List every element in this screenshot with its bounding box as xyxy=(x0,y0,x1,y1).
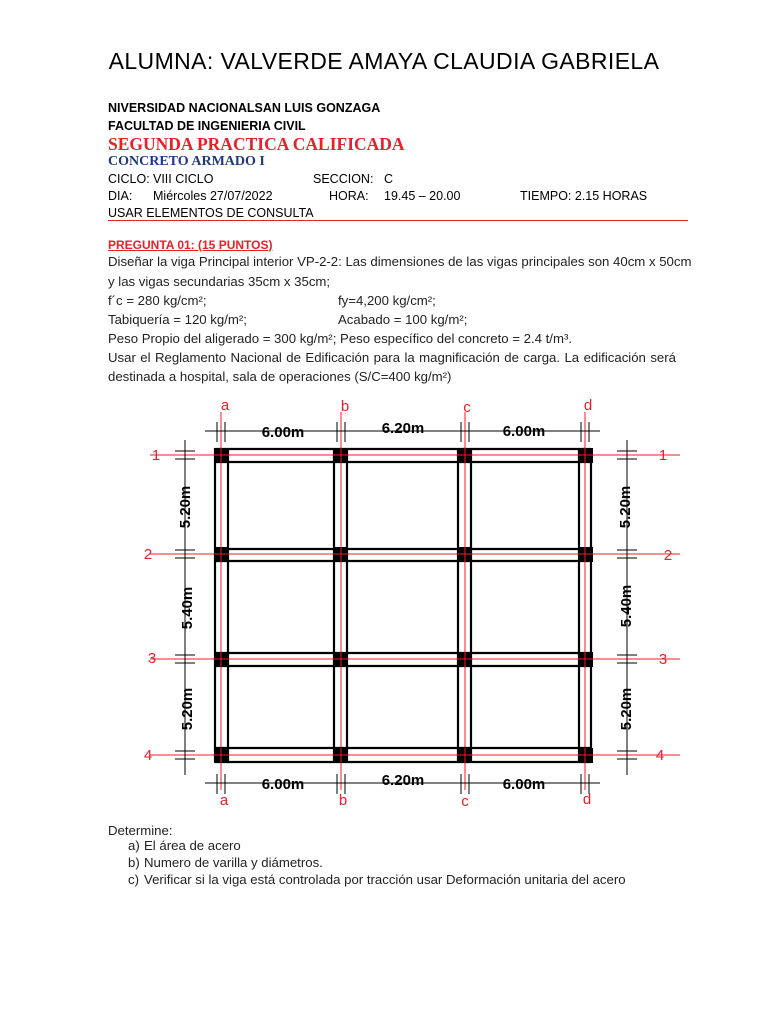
column-a1 xyxy=(214,448,229,463)
right-row-label-4: 4 xyxy=(655,747,665,764)
left-dim-span-3: 5.20m xyxy=(179,687,196,731)
list-item xyxy=(108,872,626,889)
top-axis-label-b: b xyxy=(340,398,350,415)
page-title: ALUMNA: VALVERDE AMAYA CLAUDIA GABRIELA xyxy=(108,48,660,74)
column-a3 xyxy=(214,652,229,667)
seccion-value: C xyxy=(384,172,394,186)
dia-label: DIA: xyxy=(108,189,133,203)
fc-value: f´c = 280 kg/cm²; xyxy=(108,293,207,308)
determine-list xyxy=(108,838,626,889)
right-row-label-2: 2 xyxy=(663,547,673,564)
right-dim-span-3: 5.20m xyxy=(618,687,635,731)
column-c2 xyxy=(457,547,472,562)
top-dim-span-3: 6.00m xyxy=(502,423,546,440)
rne-line-2: destinada a hospital, sala de operaciones (S/C=400 kg/m²) xyxy=(108,369,452,384)
consulta-note: USAR ELEMENTOS DE CONSULTA xyxy=(108,206,314,220)
right-row-label-3: 3 xyxy=(658,651,668,668)
top-dim-span-1: 6.00m xyxy=(261,424,305,441)
list-item xyxy=(108,855,626,872)
ciclo-value: VIII CICLO xyxy=(153,172,214,186)
left-row-label-2: 2 xyxy=(143,546,153,563)
list-marker: b) xyxy=(128,855,140,870)
column-d4 xyxy=(578,748,593,763)
column-b4 xyxy=(333,748,348,763)
exam-title: SEGUNDA PRACTICA CALIFICADA xyxy=(108,134,405,154)
bottom-dim-span-1: 6.00m xyxy=(261,776,305,793)
column-b2 xyxy=(333,547,348,562)
university-name: NIVERSIDAD NACIONALSAN LUIS GONZAGA xyxy=(108,101,381,115)
seccion-label: SECCION: xyxy=(313,172,374,186)
column-a4 xyxy=(214,748,229,763)
list-item-text: El área de acero xyxy=(144,838,241,853)
top-axis-label-a: a xyxy=(220,397,230,414)
list-marker: a) xyxy=(128,838,140,853)
question-line-2: y las vigas secundarias 35cm x 35cm; xyxy=(108,274,331,289)
bottom-dim-span-3: 6.00m xyxy=(502,776,546,793)
list-item-text: Numero de varilla y diámetros. xyxy=(144,855,323,870)
column-d1 xyxy=(578,448,593,463)
beams xyxy=(215,449,591,762)
bottom-axis-label-d: d xyxy=(582,791,592,808)
acabado-value: Acabado = 100 kg/m²; xyxy=(338,312,468,327)
left-row-label-4: 4 xyxy=(143,747,153,764)
course-name: CONCRETO ARMADO I xyxy=(108,154,265,169)
column-b3 xyxy=(333,652,348,667)
axis-lines xyxy=(147,412,680,790)
left-dim-span-1: 5.20m xyxy=(177,485,194,529)
bottom-axis-label-b: b xyxy=(338,792,348,809)
right-dim-span-1: 5.20m xyxy=(617,485,634,529)
question-line-1: Diseñar la viga Principal interior VP-2-2: Las dimensiones de las vigas principales son 40cm x 50cm xyxy=(108,254,692,269)
top-axis-label-c: c xyxy=(463,399,471,416)
column-d2 xyxy=(578,547,593,562)
hora-value: 19.45 – 20.00 xyxy=(384,189,461,203)
column-a2 xyxy=(214,547,229,562)
column-d3 xyxy=(578,652,593,667)
columns xyxy=(214,448,593,763)
determine-label: Determine: xyxy=(108,823,173,838)
right-row-label-1: 1 xyxy=(658,447,668,464)
column-c4 xyxy=(457,748,472,763)
column-c1 xyxy=(457,448,472,463)
hora-label: HORA: xyxy=(329,189,369,203)
right-dim-span-2: 5.40m xyxy=(618,584,635,628)
peso-propio: Peso Propio del aligerado = 300 kg/m²; Peso específico del concreto = 2.4 t/m³. xyxy=(108,331,573,346)
bottom-dim-span-2: 6.20m xyxy=(381,772,425,789)
column-b1 xyxy=(333,448,348,463)
left-row-label-3: 3 xyxy=(147,650,157,667)
faculty-name: FACULTAD DE INGENIERIA CIVIL xyxy=(108,119,306,133)
rne-line-1: Usar el Reglamento Nacional de Edificación para la magnificación de carga. La edificación será xyxy=(108,350,676,365)
top-axis-label-d: d xyxy=(583,397,593,414)
ciclo-label: CICLO: xyxy=(108,172,150,186)
tabiqueria-value: Tabiquería = 120 kg/m²; xyxy=(108,312,247,327)
dia-value: Miércoles 27/07/2022 xyxy=(153,189,273,203)
top-dim-span-2: 6.20m xyxy=(381,420,425,437)
column-c3 xyxy=(457,652,472,667)
list-marker: c) xyxy=(128,872,139,887)
list-item xyxy=(108,838,626,855)
left-row-label-1: 1 xyxy=(151,447,161,464)
list-item-text: Verificar si la viga está controlada por tracción usar Deformación unitaria del acero xyxy=(144,872,626,887)
left-dim-span-2: 5.40m xyxy=(179,586,196,630)
bottom-axis-label-a: a xyxy=(219,792,229,809)
fy-value: fy=4,200 kg/cm²; xyxy=(338,293,436,308)
tiempo: TIEMPO: 2.15 HORAS xyxy=(520,189,648,203)
bottom-axis-label-c: c xyxy=(461,793,469,810)
question-label: PREGUNTA 01: (15 PUNTOS) xyxy=(108,238,273,252)
